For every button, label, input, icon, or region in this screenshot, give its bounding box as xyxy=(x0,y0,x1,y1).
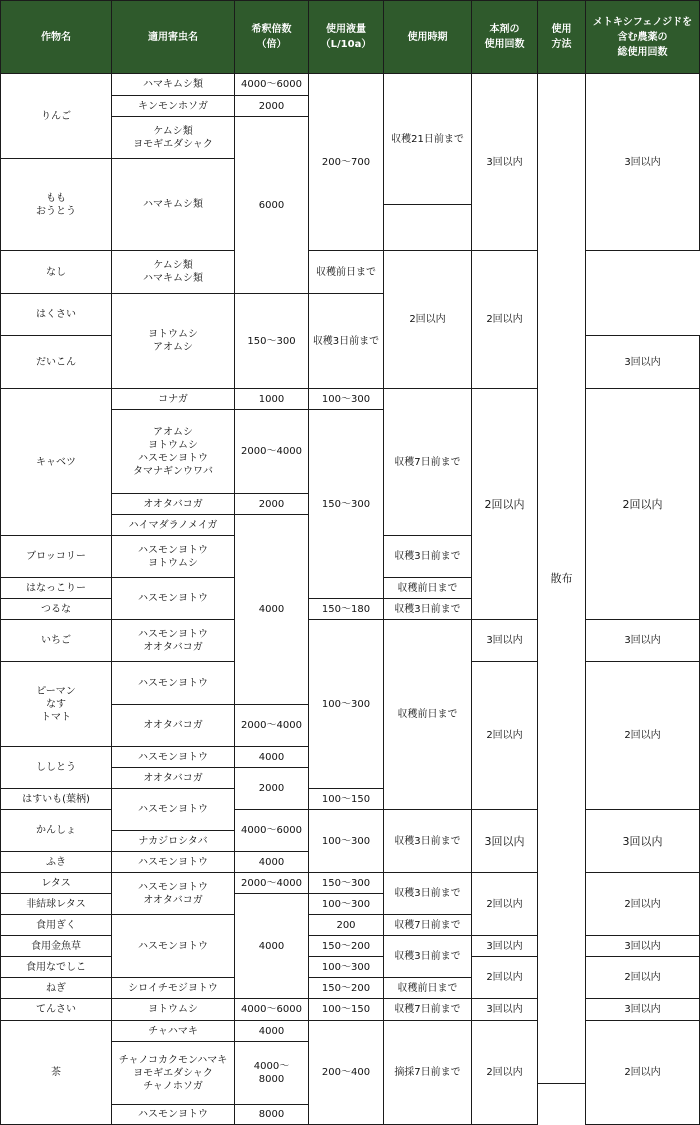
crop-cell: りんご xyxy=(1,74,112,159)
dilution-cell: 2000～4000 xyxy=(235,410,309,494)
dilution-cell: 6000 xyxy=(235,117,309,294)
pest-cell: チャノコカクモンハマキ ヨモギエダシャク チャノホソガ xyxy=(112,1042,235,1105)
crop-cell: はくさい xyxy=(1,294,112,336)
total-cell: 3回以内 xyxy=(586,810,700,873)
count-cell: 3回以内 xyxy=(472,999,538,1021)
dilution-cell: 8000 xyxy=(235,1105,309,1125)
crop-cell: もも おうとう xyxy=(1,159,112,251)
pest-cell: ヨトウムシ アオムシ xyxy=(112,294,235,389)
dilution-cell: 2000～4000 xyxy=(235,873,309,894)
dilution-cell: 4000～ 8000 xyxy=(235,1042,309,1105)
crop-cell: ピーマン なす トマト xyxy=(1,662,112,747)
method-cell: 散布 xyxy=(538,74,586,1084)
total-cell: 2回以内 xyxy=(586,957,700,999)
total-cell: 2回以内 xyxy=(586,873,700,936)
volume-cell: 100～300 xyxy=(309,810,384,873)
crop-cell: 食用ぎく xyxy=(1,915,112,936)
timing-cell: 摘採7日前まで xyxy=(384,1021,472,1125)
crop-cell: ふき xyxy=(1,852,112,873)
timing-cell: 収穫前日まで xyxy=(384,620,472,810)
timing-cell: 収穫3日前まで xyxy=(384,873,472,915)
crop-cell: ねぎ xyxy=(1,978,112,999)
crop-cell: 茶 xyxy=(1,1021,112,1125)
volume-cell: 100～150 xyxy=(309,789,384,810)
crop-cell: はなっこりー xyxy=(1,578,112,599)
dilution-cell: 2000～4000 xyxy=(235,705,309,747)
count-cell: 2回以内 xyxy=(472,662,538,810)
total-cell: 2回以内 xyxy=(472,251,538,389)
pest-cell: ハイマダラノメイガ xyxy=(112,515,235,536)
dilution-cell: 4000～6000 xyxy=(235,74,309,96)
volume-cell: 100～150 xyxy=(309,999,384,1021)
count-cell: 2回以内 xyxy=(384,251,472,389)
timing-cell: 収穫7日前まで xyxy=(384,389,472,536)
timing-cell: 収穫3日前まで xyxy=(384,536,472,578)
timing-cell: 収穫3日前まで xyxy=(384,599,472,620)
dilution-cell: 2000 xyxy=(235,768,309,810)
pest-cell: ハスモンヨトウ xyxy=(112,852,235,873)
total-cell: 3回以内 xyxy=(586,999,700,1021)
pest-cell: コナガ xyxy=(112,389,235,410)
pest-cell: ナカジロシタバ xyxy=(112,831,235,852)
table-row xyxy=(1,810,700,831)
dilution-cell: 4000～6000 xyxy=(235,999,309,1021)
timing-cell: 収穫21日前まで xyxy=(384,74,472,205)
pest-cell: ハスモンヨトウ ヨトウムシ xyxy=(112,536,235,578)
crop-cell: はすいも(葉柄) xyxy=(1,789,112,810)
header-timing: 使用時期 xyxy=(384,1,472,74)
pest-cell: ケムシ類 ハマキムシ類 xyxy=(112,251,235,294)
timing-cell: 収穫前日まで xyxy=(309,251,384,294)
pest-cell: ケムシ類 ヨモギエダシャク xyxy=(112,117,235,159)
count-cell: 2回以内 xyxy=(472,957,538,999)
crop-cell: てんさい xyxy=(1,999,112,1021)
pest-cell: オオタバコガ xyxy=(112,768,235,789)
pest-cell: ハスモンヨトウ xyxy=(112,789,235,831)
total-cell: 3回以内 xyxy=(586,74,700,251)
crop-cell: 食用なでしこ xyxy=(1,957,112,978)
pest-cell: ハスモンヨトウ オオタバコガ xyxy=(112,873,235,915)
timing-cell: 収穫前日まで xyxy=(384,978,472,999)
total-cell: 2回以内 xyxy=(586,1021,700,1125)
dilution-cell: 4000 xyxy=(235,747,309,768)
pest-cell: ヨトウムシ xyxy=(112,999,235,1021)
pest-cell: オオタバコガ xyxy=(112,494,235,515)
count-cell: 3回以内 xyxy=(472,74,538,251)
pest-cell: ハマキムシ類 xyxy=(112,74,235,96)
pest-cell: ハスモンヨトウ xyxy=(112,578,235,620)
dilution-cell: 2000 xyxy=(235,96,309,117)
volume-cell: 150～300 xyxy=(309,410,384,599)
volume-cell: 200 xyxy=(309,915,384,936)
volume-cell: 100～300 xyxy=(309,620,384,789)
crop-cell: かんしょ xyxy=(1,810,112,852)
volume-cell: 100～300 xyxy=(309,957,384,978)
pest-cell: ハマキムシ類 xyxy=(112,159,235,251)
pest-cell: アオムシ ヨトウムシ ハスモンヨトウ タマナギンウワバ xyxy=(112,410,235,494)
count-cell: 2回以内 xyxy=(472,873,538,936)
crop-cell: レタス xyxy=(1,873,112,894)
timing-cell: 収穫3日前まで xyxy=(384,810,472,873)
dilution-cell: 4000 xyxy=(235,852,309,873)
pest-cell: ハスモンヨトウ xyxy=(112,1105,235,1125)
pest-cell: チャハマキ xyxy=(112,1021,235,1042)
dilution-cell: 2000 xyxy=(235,494,309,515)
header-total: メトキシフェノジドを 含む農薬の 総使用回数 xyxy=(586,1,700,74)
pest-cell: ハスモンヨトウ xyxy=(112,747,235,768)
volume-cell: 150～200 xyxy=(309,936,384,957)
table-row xyxy=(1,294,700,315)
crop-cell: いちご xyxy=(1,620,112,662)
header-crop: 作物名 xyxy=(1,1,112,74)
total-cell: 3回以内 xyxy=(586,936,700,957)
timing-cell: 収穫7日前まで xyxy=(384,915,472,936)
header-method: 使用 方法 xyxy=(538,1,586,74)
volume-cell: 100～300 xyxy=(309,389,384,410)
table-row xyxy=(1,873,700,894)
volume-cell: 150～300 xyxy=(235,294,309,389)
table-row xyxy=(1,999,700,1021)
crop-cell: 非結球レタス xyxy=(1,894,112,915)
volume-cell: 150～180 xyxy=(309,599,384,620)
timing-cell: 収穫3日前まで xyxy=(309,294,384,389)
count-cell: 3回以内 xyxy=(472,620,538,662)
total-cell: 2回以内 xyxy=(586,389,700,620)
header-pest: 適用害虫名 xyxy=(112,1,235,74)
crop-cell: なし xyxy=(1,251,112,294)
header-count: 本剤の 使用回数 xyxy=(472,1,538,74)
pest-cell: ハスモンヨトウ オオタバコガ xyxy=(112,620,235,662)
header-dilution: 希釈倍数 （倍） xyxy=(235,1,309,74)
crop-cell: 食用金魚草 xyxy=(1,936,112,957)
dilution-cell: 4000 xyxy=(235,515,309,705)
pest-cell: ハスモンヨトウ xyxy=(112,915,235,978)
table-row xyxy=(1,389,700,410)
table-row xyxy=(1,936,700,957)
timing-cell: 収穫7日前まで xyxy=(384,999,472,1021)
crop-cell: ブロッコリー xyxy=(1,536,112,578)
dilution-cell: 4000 xyxy=(235,1021,309,1042)
volume-cell: 150～300 xyxy=(309,873,384,894)
crop-cell: だいこん xyxy=(1,336,112,389)
count-cell: 3回以内 xyxy=(472,936,538,957)
count-cell: 2回以内 xyxy=(472,389,538,620)
total-cell: 2回以内 xyxy=(586,662,700,810)
pest-cell: キンモンホソガ xyxy=(112,96,235,117)
crop-cell: つるな xyxy=(1,599,112,620)
count-cell: 3回以内 xyxy=(472,810,538,873)
table-row xyxy=(1,251,700,273)
table-row xyxy=(1,620,700,641)
header-volume: 使用液量 （L/10a） xyxy=(309,1,384,74)
volume-cell: 200～700 xyxy=(309,74,384,251)
pest-cell: オオタバコガ xyxy=(112,705,235,747)
pest-cell: シロイチモジヨトウ xyxy=(112,978,235,999)
table-row xyxy=(1,74,700,96)
dilution-cell: 1000 xyxy=(235,389,309,410)
volume-cell: 150～200 xyxy=(309,978,384,999)
count-cell: 2回以内 xyxy=(472,1021,538,1125)
table-row xyxy=(1,1021,700,1042)
volume-cell: 200～400 xyxy=(309,1021,384,1125)
dilution-cell: 4000 xyxy=(235,894,309,999)
total-cell: 3回以内 xyxy=(586,620,700,662)
pest-cell: ハスモンヨトウ xyxy=(112,662,235,705)
volume-cell: 100～300 xyxy=(309,894,384,915)
header-row xyxy=(1,1,700,74)
timing-cell: 収穫3日前まで xyxy=(384,936,472,978)
timing-cell: 収穫前日まで xyxy=(384,578,472,599)
table-row xyxy=(1,957,700,978)
dilution-cell: 4000～6000 xyxy=(235,810,309,852)
crop-cell: ししとう xyxy=(1,747,112,789)
count-cell: 3回以内 xyxy=(586,336,700,389)
crop-cell: キャベツ xyxy=(1,389,112,536)
